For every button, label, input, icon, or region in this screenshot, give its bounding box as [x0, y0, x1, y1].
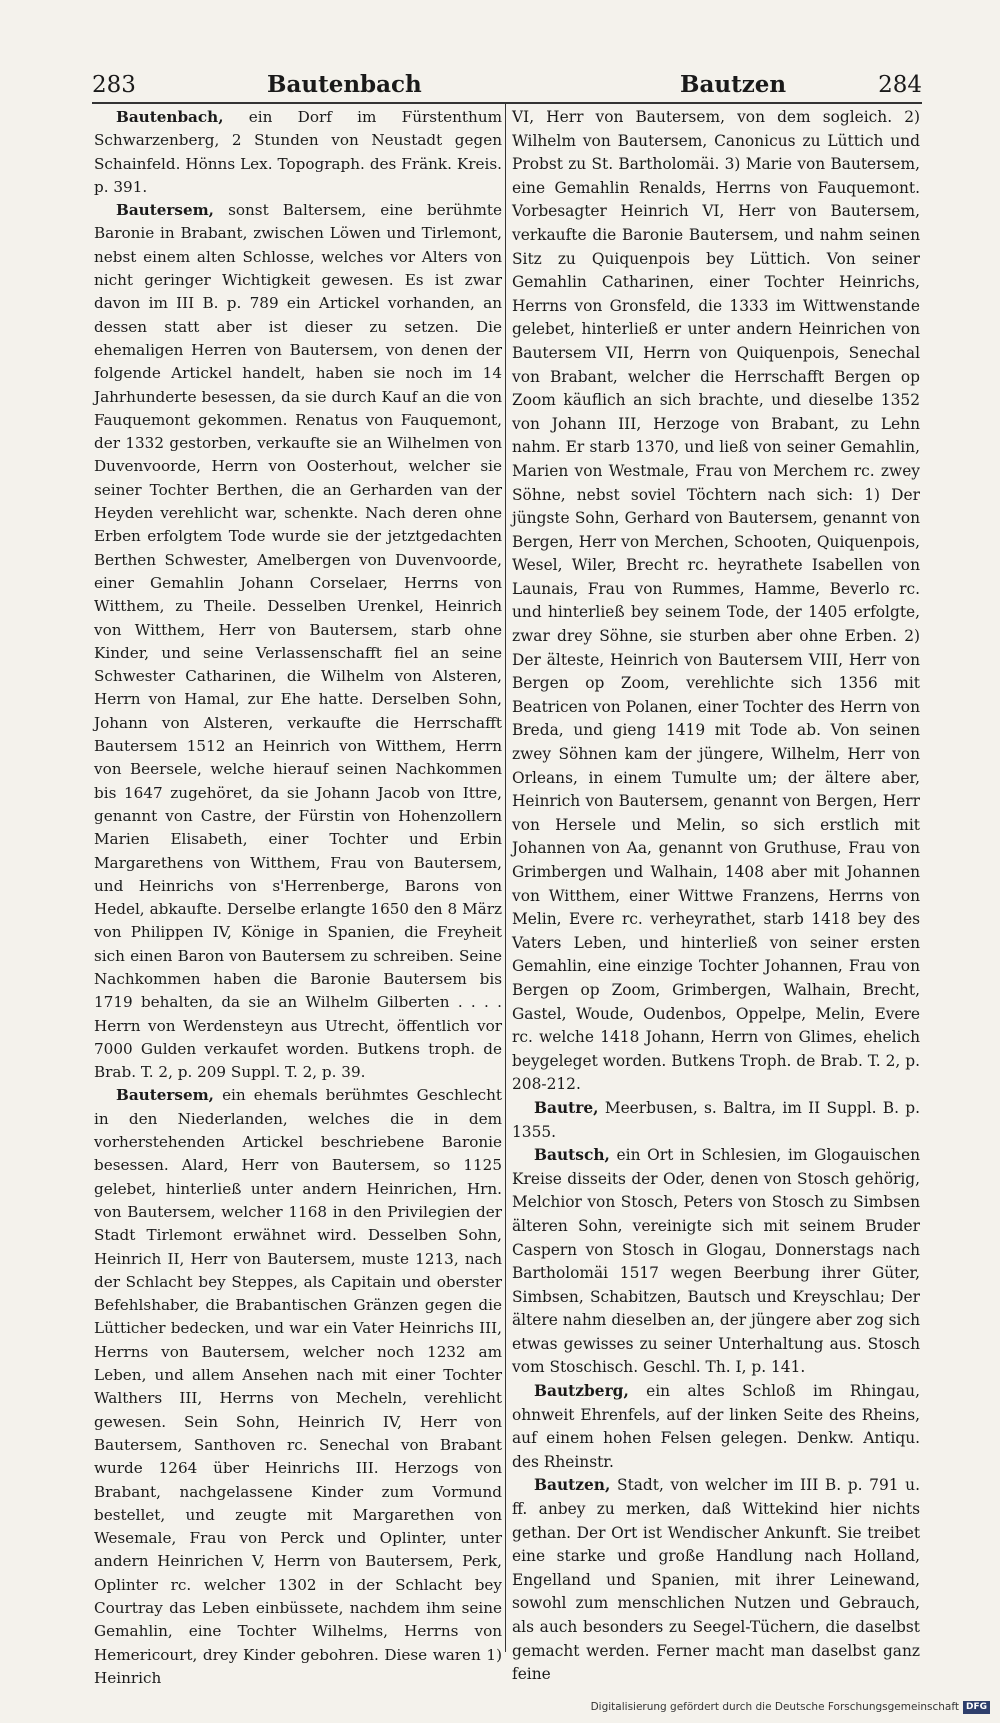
entry-bautersem-continued [512, 106, 920, 1097]
entry-keyword: Bautsch, [534, 1146, 610, 1165]
page-number-right: 284 [878, 72, 922, 98]
entry-keyword: Bautre, [534, 1098, 599, 1117]
entry-keyword: Bautzen, [534, 1476, 611, 1495]
entry-text: sonst Baltersem, eine berühmte Baronie in Brabant, zwischen Löwen und Tirlemont, nebst einem alten Schlosse, welches vor Alters von nicht geringer Wichtigkeit gewesen. Es ist zwar davon im III B. p. 789 ein Artickel vorhanden, an dessen statt aber ist dieser zu setzen. Die ehemaligen Herren von Bautersem, von denen der folgende Artickel handelt, haben sie noch im 14 Jahrhunderte besessen, da sie durch Kauf an die von Fauquemont gekommen. Renatus von Fauquemont, der 1332 gestorben, verkaufte sie an Wilhelmen von Duvenvoorde, Herrn von Oosterhout, welcher sie seiner Tochter Berthen, die an Gerharden van der Heyden verehlicht war, schenkte. Nach deren ohne Erben erfolgtem Tode wurde sie der jetztgedachten Berthen Schwester, Amelbergen von Duvenvoorde, einer Gemahlin Johann Corselaer, Herrns von Witthem, zu Theile. Desselben Urenkel, Heinrich von Witthem, Herr von Bautersem, starb ohne Kinder, und seine Verlassenschafft fiel an seine Schwester Catharinen, die Wilhelm von Alsteren, Herrn von Hamal, zur Ehe hatte. Derselben Sohn, Johann von Alsteren, verkaufte die Herrschafft Bautersem 1512 an Heinrich von Witthem, Herrn von Beersele, welche hierauf seinen Nachkommen bis 1647 zugehöret, da sie Johann Jacob von Ittre, genannt von Castre, der Fürstin von Hohenzollern Marien Elisabeth, einer Tochter und Erbin Margarethens von Witthem, Frau von Bautersem, und Heinrichs von s'Herrenberge, Barons von Hedel, abkaufte. Derselbe erlangte 1650 den 8 März von Philippen IV, Könige in Spanien, die Freyheit sich einen Baron von Bautersem zu schreiben. Seine Nachkommen haben die Baronie Bautersem bis 1719 behalten, da sie an Wilhelm Gilberten . . . . Herrn von Werdensteyn aus Utrecht, öffentlich vor 7000 Gulden verkaufet worden. Butkens troph. de Brab. T. 2, p. 209 Suppl. T. 2, p. 39. [94, 201, 502, 1082]
entry-text: Stadt, von welcher im III B. p. 791 u. ff. anbey zu merken, daß Wittekind hier nichts gethan. Der Ort ist Wendischer Ankunft. Sie treibet eine starke und große Handlung nach Holland, Engelland und Spanien, mit ihrer Leinewand, sowohl zum menschlichen Nutzen und Gebrauch, als auch besonders zu Seegel-Tüchern, die daselbst gemacht werden. Ferner macht man daselbst ganz feine [512, 1476, 920, 1684]
entry-text: VI, Herr von Bautersem, von dem sogleich. 2) Wilhelm von Bautersem, Canonicus zu Lüttich und Probst zu St. Bartholomäi. 3) Marie von Bautersem, eine Gemahlin Renalds, Herrns von Fauquemont. Vorbesagter Heinrich VI, Herr von Bautersem, verkaufte die Baronie Bautersem, und nahm seinen Sitz zu Quiquenpois bey Lüttich. Von seiner Gemahlin Catharinen, einer Tochter Heinrichs, Herrns von Gronsfeld, die 1333 im Wittwenstande gelebet, hinterließ er unter andern Heinrichen von Bautersem VII, Herrn von Quiquenpois, Senechal von Brabant, welcher die Herrschafft Bergen op Zoom käuflich an sich brachte, und dieselbe 1352 von Johann III, Herzoge von Brabant, zu Lehn nahm. Er starb 1370, und ließ von seiner Gemahlin, Marien von Westmale, Frau von Merchem rc. zwey Söhne, nebst soviel Töchtern nach sich: 1) Der jüngste Sohn, Gerhard von Bautersem, genannt von Bergen, Herr von Merchen, Schooten, Quiquenpois, Wesel, Wiler, Brecht rc. heyrathete Isabellen von Launais, Frau von Rummes, Hamme, Beverlo rc. und hinterließ bey seinem Tode, der 1405 erfolgte, zwar drey Söhne, sie sturben aber ohne Erben. 2) Der älteste, Heinrich von Bautersem VIII, Herr von Bergen op Zoom, verehlichte sich 1356 mit Beatricen von Polanen, einer Tochter des Herrn von Breda, und gieng 1419 mit Tode ab. Von seinen zwey Söhnen kam der jüngere, Wilhelm, Herr von Orleans, in einem Tumulte um; der ältere aber, Heinrich von Bautersem, genannt von Bergen, Herr von Hersele und Melin, so sich erstlich mit Johannen von Aa, genannt von Gruthuse, Frau von Grimbergen und Walhain, 1408 aber mit Johannen von Witthem, einer Wittwe Franzens, Herrns von Melin, Evere rc. verheyrathet, starb 1418 bey des Vaters Leben, und hinterließ von seiner ersten Gemahlin, eine einzige Tochter Johannen, Frau von Bergen op Zoom, Grimbergen, Walhain, Brecht, Gastel, Woude, Oudenbos, Oppelpe, Melin, Evere rc. welche 1418 Johann, Herrn von Glimes, ehelich beygeleget worden. Butkens Troph. de Brab. T. 2, p. 208-212. [512, 108, 920, 1094]
page-number-left: 283 [92, 72, 136, 98]
entry-text: ein ehemals berühmtes Geschlecht in den Niederlanden, welches die in dem vorherstehenden Artickel beschriebene Baronie besessen. Alard, Herr von Bautersem, so 1125 gelebet, hinterließ unter andern Heinrichen, Hrn. von Bautersem, welcher 1168 in den Privilegien der Stadt Tirlemont erwähnet wird. Desselben Sohn, Heinrich II, Herr von Bautersem, muste 1213, nach der Schlacht bey Steppes, als Capitain und oberster Befehlshaber, die Brabantischen Gränzen gegen die Lütticher bedecken, und war ein Vater Heinrichs III, Herrns von Bautersem, welcher noch 1232 am Leben, und allem Ansehen nach mit einer Tochter Walthers III, Herrns von Mecheln, verehlicht gewesen. Sein Sohn, Heinrich IV, Herr von Bautersem, Santhoven rc. Senechal von Brabant wurde 1264 über Heinrichs III. Herzogs von Brabant, nachgelassene Kinder zum Vormund bestellet, und zeugte mit Margarethen von Wesemale, Frau von Perck und Oplinter, unter andern Heinrichen V, Herrn von Bautersem, Perk, Oplinter rc. welcher 1302 in der Schlacht bey Courtray das Leben einbüssete, nachdem ihm seine Gemahlin, eine Tochter Wilhelms, Herrns von Hemericourt, drey Kinder gebohren. Diese waren 1) Heinrich [94, 1086, 503, 1687]
footer-text: Digitalisierung gefördert durch die Deutsche Forschungsgemeinschaft [590, 1701, 959, 1713]
column-divider [505, 102, 506, 1652]
entry-keyword: Bautzberg, [534, 1382, 629, 1401]
entry-keyword: Bautersem, [116, 1086, 214, 1105]
entry-text: Meerbusen, s. Baltra, im II Suppl. B. p. 1355. [512, 1098, 920, 1141]
entry-keyword: Bautersem, [116, 201, 214, 220]
entry-bautersem-baronie [94, 199, 502, 1084]
left-column [94, 106, 502, 1690]
entry-bautzberg [512, 1380, 920, 1474]
digitization-footer [540, 1698, 990, 1716]
right-column [512, 106, 920, 1687]
running-head-right: Bautzen [680, 71, 787, 98]
entry-text: ein Ort in Schlesien, im Glogauischen Kreise disseits der Oder, denen von Stosch gehörig, Melchior von Stosch, Peters von Stosch zu Simbsen älteren Sohn, vereinigte sich mit seinem Bruder Caspern von Stosch in Glogau, Donnerstags nach Bartholomäi 1517 wegen Beerbung ihrer Güter, Simbsen, Schabitzen, Bautsch und Kreyschlau; Der ältere nahm dieselben an, der jüngere aber zog sich etwas gewisses zu seiner Unterhaltung aus. Stosch vom Stoschisch. Geschl. Th. I, p. 141. [512, 1146, 920, 1377]
entry-bautre [512, 1097, 920, 1144]
entry-text: ein Dorf im Fürstenthum Schwarzenberg, 2 Stunden von Neustadt gegen Schainfeld. Hönns Lex. Topograph. des Fränk. Kreis. p. 391. [94, 108, 502, 196]
entry-bautzen [512, 1474, 920, 1686]
entry-keyword: Bautenbach, [116, 108, 224, 126]
entry-bautsch [512, 1144, 920, 1380]
page-header [92, 70, 922, 106]
entry-bautersem-geschlecht [94, 1084, 502, 1690]
entry-text: ein altes Schloß im Rhingau, ohnweit Ehrenfels, auf der linken Seite des Rheins, auf einem hohen Felsen gelegen. Denkw. Antiqu. des Rheinstr. [512, 1382, 920, 1471]
dfg-logo-icon: DFG [963, 1701, 990, 1714]
header-rule [92, 102, 922, 104]
running-head-left: Bautenbach [267, 71, 422, 98]
entry-bautenbach [94, 106, 502, 199]
